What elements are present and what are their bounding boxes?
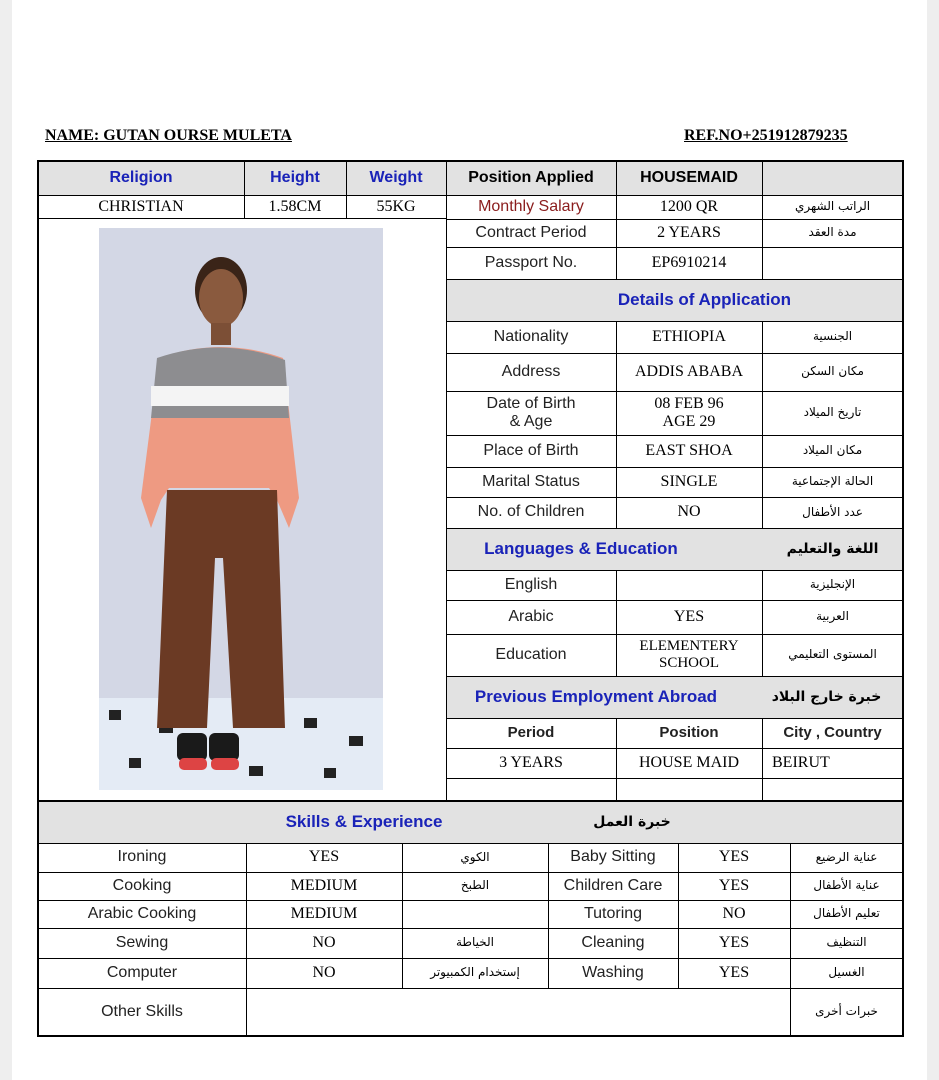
- arabic-value: YES: [673, 607, 705, 625]
- grid-line: [446, 195, 903, 196]
- grid-line: [446, 497, 903, 498]
- marital-value: SINGLE: [660, 472, 718, 490]
- grid-line: [38, 900, 903, 901]
- grid-line: [446, 321, 903, 322]
- details-title: Details of Application: [617, 290, 792, 310]
- grid-line: [446, 600, 903, 601]
- skill-ironing-value: YES: [308, 848, 340, 866]
- other-skills-label: Other Skills: [101, 1002, 183, 1020]
- height-label: Height: [270, 168, 320, 186]
- employment-col-position: Position: [659, 724, 719, 742]
- employment-period: 3 YEARS: [499, 753, 563, 771]
- grid-line: [37, 1035, 904, 1037]
- education-value-line1: ELEMENTERY: [639, 637, 739, 654]
- grid-line: [446, 435, 903, 436]
- dob-value-date: 08 FEB 96: [654, 394, 724, 412]
- grid-line: [38, 928, 903, 929]
- grid-line: [446, 279, 903, 280]
- skills-title-ar: خبرة العمل: [593, 813, 671, 830]
- pob-label: Place of Birth: [483, 441, 579, 459]
- grid-line: [616, 718, 617, 801]
- dob-label-line1: Date of Birth: [486, 394, 576, 412]
- grid-line: [446, 528, 903, 529]
- skill-baby-sitting-ar: عناية الرضيع: [815, 849, 878, 864]
- skill-baby-sitting-value: YES: [718, 848, 750, 866]
- grid-line: [244, 161, 245, 219]
- grid-line: [616, 161, 617, 279]
- grid-line: [678, 843, 679, 988]
- address-value: ADDIS ABABA: [634, 362, 743, 380]
- salary-ar: الراتب الشهري: [794, 199, 871, 214]
- education-ar: المستوى التعليمي: [788, 647, 877, 662]
- nationality-value: ETHIOPIA: [652, 327, 726, 345]
- english-label: English: [504, 575, 558, 593]
- grid-line: [616, 570, 617, 676]
- dob-ar: تاريخ الميلاد: [803, 405, 862, 420]
- skill-washing-label: Washing: [582, 963, 644, 981]
- grid-line: [902, 800, 904, 1037]
- grid-line: [402, 843, 403, 988]
- position-value: HOUSEMAID: [640, 168, 738, 186]
- passport-value: EP6910214: [651, 253, 727, 271]
- passport-label: Passport No.: [484, 253, 578, 271]
- grid-line: [37, 160, 39, 802]
- children-ar: عدد الأطفال: [802, 504, 863, 519]
- grid-line: [902, 160, 904, 802]
- weight-label: Weight: [369, 168, 423, 186]
- skill-ironing-ar: الكوي: [460, 849, 490, 864]
- other-skills-ar: خبرات أخرى: [815, 1004, 878, 1019]
- pob-value: EAST SHOA: [645, 441, 733, 459]
- skill-sewing-ar: الخياطة: [456, 935, 494, 950]
- grid-line: [446, 634, 903, 635]
- skill-tutoring-ar: تعليم الأطفال: [813, 906, 880, 921]
- nationality-label: Nationality: [493, 327, 569, 345]
- grid-line: [38, 988, 903, 989]
- contract-label: Contract Period: [475, 223, 587, 241]
- skill-arabic-cooking-ar: [402, 900, 548, 928]
- skill-computer-label: Computer: [106, 963, 178, 981]
- skill-tutoring-label: Tutoring: [583, 904, 643, 922]
- skill-cleaning-ar: التنظيف: [826, 935, 867, 950]
- grid-line: [446, 676, 903, 677]
- religion-value: CHRISTIAN: [98, 197, 184, 215]
- skill-children-care-ar: عناية الأطفال: [813, 878, 880, 893]
- person-photo-icon: [99, 228, 383, 790]
- employment-title: Previous Employment Abroad: [474, 687, 718, 707]
- skill-tutoring-value: NO: [722, 904, 746, 922]
- grid-line: [446, 718, 903, 719]
- arabic-label: Arabic: [508, 607, 554, 625]
- languages-title-ar: اللغة والتعليم: [786, 540, 879, 557]
- nationality-ar: الجنسية: [812, 329, 853, 344]
- skill-children-care-label: Children Care: [563, 876, 663, 894]
- religion-label: Religion: [109, 168, 173, 186]
- skill-children-care-value: YES: [718, 876, 750, 894]
- skill-computer-value: NO: [312, 963, 336, 981]
- salary-label: Monthly Salary: [478, 197, 584, 215]
- grid-line: [446, 467, 903, 468]
- weight-value: 55KG: [376, 197, 416, 215]
- employment-col-period: Period: [507, 724, 555, 742]
- grid-line: [446, 391, 903, 392]
- salary-value: 1200 QR: [659, 197, 719, 215]
- grid-line: [548, 843, 549, 988]
- grid-line: [37, 800, 904, 802]
- grid-line: [446, 161, 447, 801]
- applicant-name: NAME: GUTAN OURSE MULETA: [45, 127, 292, 144]
- contract-ar: مدة العقد: [808, 225, 857, 240]
- contract-value: 2 YEARS: [657, 223, 721, 241]
- grid-line: [762, 161, 763, 279]
- skill-cooking-label: Cooking: [112, 876, 172, 894]
- employment-city: BEIRUT: [772, 753, 830, 771]
- grid-line: [38, 958, 903, 959]
- grid-line: [37, 160, 904, 162]
- arabic-ar: العربية: [816, 609, 849, 624]
- grid-line: [446, 353, 903, 354]
- grid-line: [446, 219, 903, 220]
- skill-sewing-value: NO: [312, 933, 336, 951]
- pob-ar: مكان الميلاد: [802, 443, 863, 458]
- grid-line: [37, 800, 39, 1037]
- skill-ironing-label: Ironing: [117, 848, 167, 866]
- english-ar: الإنجليزية: [809, 577, 856, 592]
- marital-label: Marital Status: [482, 472, 580, 490]
- skills-title: Skills & Experience: [285, 812, 443, 832]
- applicant-photo: [99, 228, 383, 790]
- address-label: Address: [501, 362, 561, 380]
- dob-label-line2: & Age: [509, 413, 553, 430]
- dob-value: [616, 391, 762, 435]
- grid-line: [446, 247, 903, 248]
- skill-computer-ar: إستخدام الكمبيوتر: [430, 965, 520, 980]
- skill-arabic-cooking-value: MEDIUM: [290, 904, 358, 922]
- children-value: NO: [677, 503, 701, 521]
- skill-cooking-ar: الطبخ: [460, 878, 490, 893]
- grid-line: [346, 161, 347, 219]
- skill-cooking-value: MEDIUM: [290, 876, 358, 894]
- grid-line: [38, 195, 446, 196]
- skill-cleaning-label: Cleaning: [581, 933, 645, 951]
- skill-baby-sitting-label: Baby Sitting: [570, 848, 656, 866]
- dob-value-age: AGE 29: [662, 413, 716, 430]
- marital-ar: الحالة الإجتماعية: [791, 474, 874, 489]
- languages-title: Languages & Education: [484, 539, 678, 559]
- employment-position: HOUSE MAID: [639, 753, 739, 771]
- skill-sewing-label: Sewing: [115, 933, 169, 951]
- skill-washing-ar: الغسيل: [828, 965, 865, 980]
- skill-washing-value: YES: [718, 963, 750, 981]
- education-label: Education: [495, 645, 567, 663]
- skill-cleaning-value: YES: [718, 933, 750, 951]
- skill-arabic-cooking-label: Arabic Cooking: [87, 904, 197, 922]
- cv-page: [12, 0, 927, 1080]
- education-value: [616, 634, 762, 676]
- english-value: [616, 570, 762, 600]
- grid-line: [38, 843, 903, 844]
- employment-title-ar: خبرة خارج البلاد: [771, 688, 882, 705]
- children-label: No. of Children: [477, 503, 585, 521]
- grid-line: [790, 843, 791, 1036]
- education-value-line2: SCHOOL: [658, 655, 719, 671]
- dob-label: [446, 391, 616, 435]
- address-ar: مكان السكن: [801, 364, 864, 379]
- grid-line: [762, 570, 763, 676]
- grid-line: [446, 748, 903, 749]
- grid-line: [446, 778, 903, 779]
- grid-line: [446, 570, 903, 571]
- grid-line: [38, 872, 903, 873]
- position-label: Position Applied: [468, 168, 594, 186]
- height-value: 1.58CM: [268, 197, 322, 215]
- employment-col-city: City , Country: [783, 724, 882, 742]
- reference-number: REF.NO+251912879235: [684, 127, 848, 144]
- grid-line: [246, 843, 247, 1036]
- grid-line: [762, 718, 763, 801]
- grid-line: [38, 218, 446, 219]
